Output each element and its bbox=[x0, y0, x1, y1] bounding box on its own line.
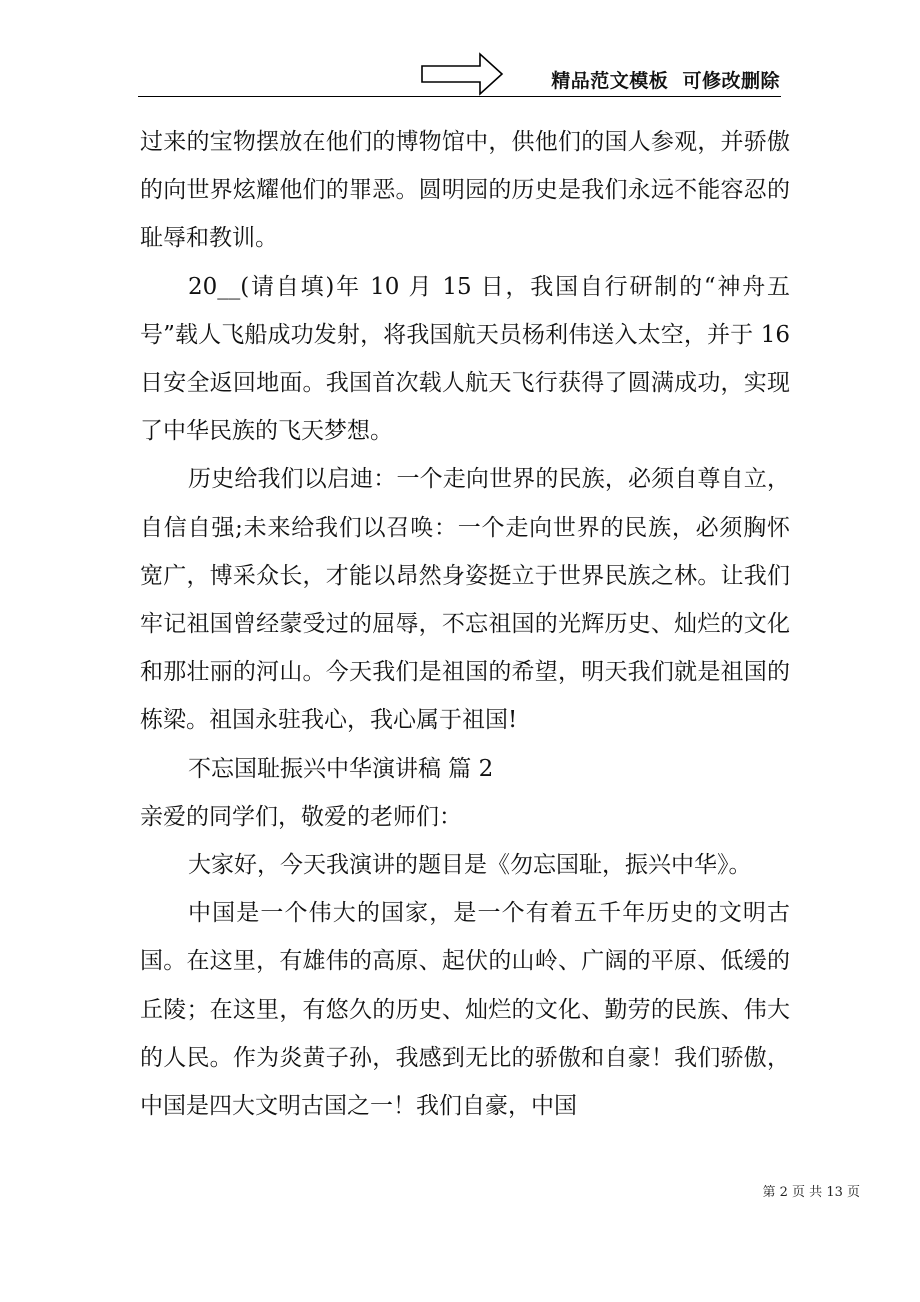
header-title: 精品范文模板 可修改删除 bbox=[551, 70, 780, 92]
header-divider bbox=[138, 96, 781, 97]
paragraph-5: 中国是一个伟大的国家，是一个有着五千年历史的文明古国。在这里，有雄伟的高原、起伏的山岭、广阔的平原、低缓的丘陵；在这里，有悠久的历史、灿烂的文化、勤劳的民族、伟大的人民。作为炎黄子孙，我感到无比的骄傲和自豪！我们骄傲，中国是四大文明古国之一！我们自豪，中国 bbox=[140, 900, 790, 1120]
page-number: 第 2 页 共 13 页 bbox=[762, 1185, 860, 1200]
section-heading: 不忘国耻振兴中华演讲稿 篇 2 bbox=[188, 755, 494, 782]
paragraph-3: 历史给我们以启迪：一个走向世界的民族，必须自尊自立，自信自强;未来给我们以召唤：一个走向世界的民族，必须胸怀宽广，博采众长，才能以昂然身姿挺立于世界民族之林。让我们牢记祖国曾经蒙受过的屈辱，不忘祖国的光辉历史、灿烂的文化和那壮丽的河山。今天我们是祖国的希望，明天我们就是祖国的栋梁。祖国永驻我心，我心属于祖国! bbox=[140, 466, 790, 734]
arrow-right-icon bbox=[420, 52, 504, 96]
paragraph-4: 大家好，今天我演讲的题目是《勿忘国耻，振兴中华》。 bbox=[188, 852, 752, 879]
body-text bbox=[140, 118, 790, 1130]
salutation: 亲爱的同学们，敬爱的老师们： bbox=[140, 803, 462, 830]
paragraph-1: 过来的宝物摆放在他们的博物馆中，供他们的国人参观，并骄傲的向世界炫耀他们的罪恶。圆明园的历史是我们永远不能容忍的耻辱和教训。 bbox=[140, 129, 790, 252]
paragraph-2: 20__(请自填)年 10 月 15 日，我国自行研制的“神舟五号”载人飞船成功发射，将我国航天员杨利伟送入太空，并于 16 日安全返回地面。我国首次载人航天飞行获得了圆满成功，实现了中华民族的飞天梦想。 bbox=[140, 273, 790, 445]
